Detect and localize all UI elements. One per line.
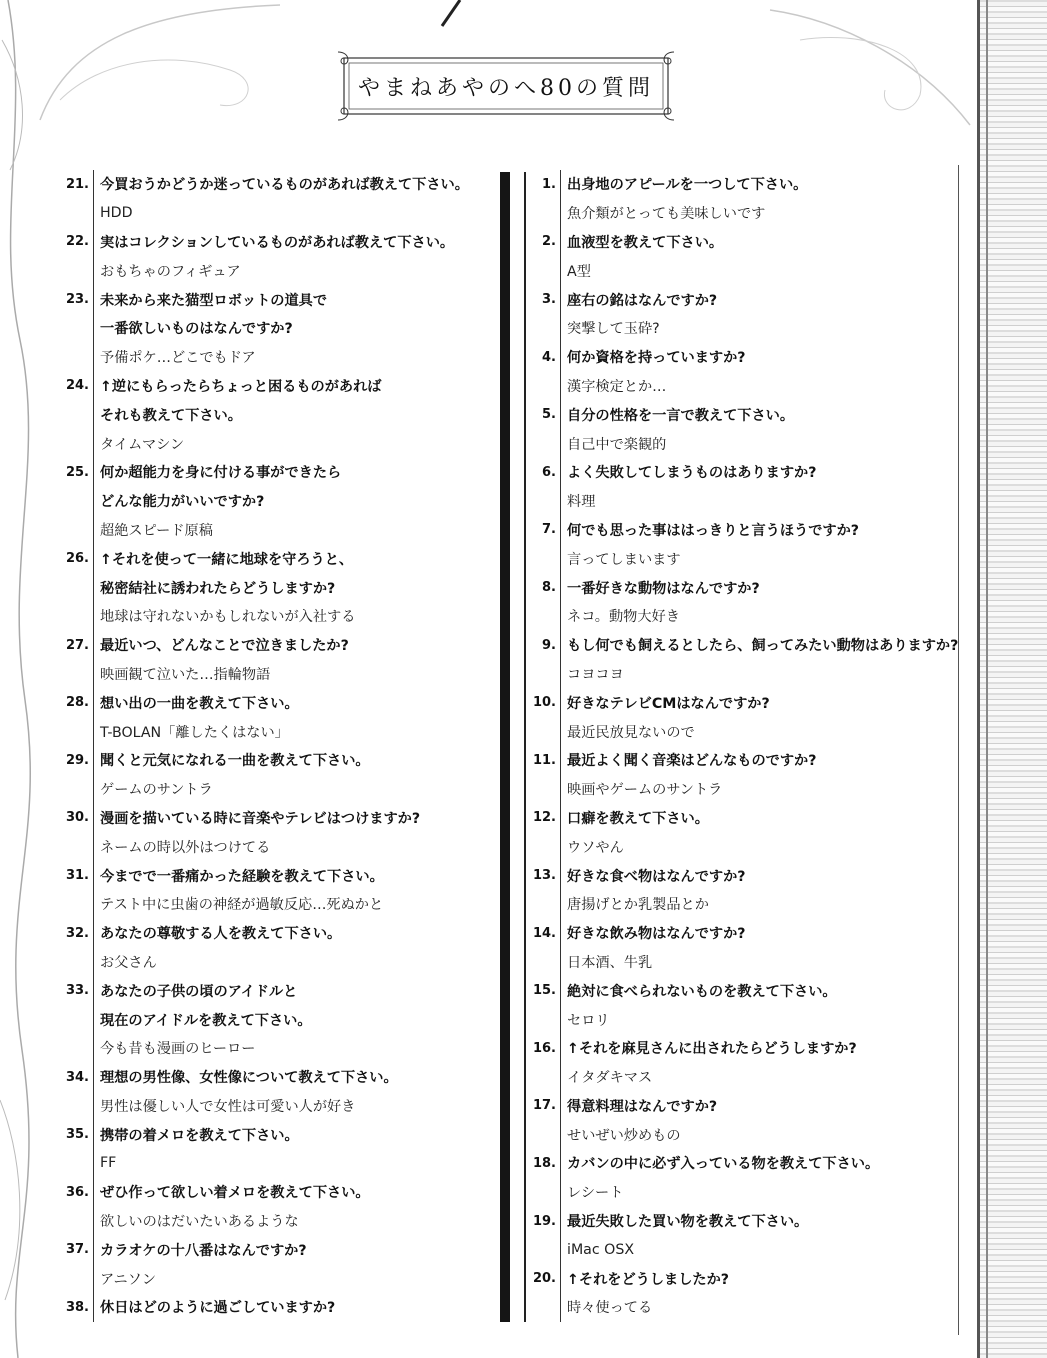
question-row bbox=[55, 688, 495, 717]
number-separator bbox=[93, 1092, 94, 1121]
number-separator bbox=[560, 516, 561, 545]
question-text: ぜひ作って欲しい着メロを教えて下さい。 bbox=[100, 1185, 370, 1202]
question-text: 血液型を教えて下さい。 bbox=[567, 234, 724, 251]
answer-row bbox=[55, 948, 495, 977]
answer-text: 料理 bbox=[567, 494, 596, 511]
question-text: ↑それを使って一緒に地球を守ろうと、 bbox=[100, 551, 354, 568]
question-number: 9. bbox=[542, 637, 556, 653]
answer-text: コヨコヨ bbox=[567, 666, 624, 683]
number-separator bbox=[93, 746, 94, 775]
question-number: 18. bbox=[532, 1155, 556, 1171]
answer-text: A型 bbox=[567, 263, 591, 280]
question-number: 29. bbox=[65, 752, 89, 768]
number-separator bbox=[560, 1178, 561, 1207]
number-separator bbox=[93, 199, 94, 228]
question-text: 座右の銘はなんですか? bbox=[567, 292, 718, 309]
number-separator bbox=[560, 1235, 561, 1264]
answer-row bbox=[530, 256, 960, 285]
question-text: 今までで一番痛かった経験を教えて下さい。 bbox=[100, 868, 384, 885]
answer-row bbox=[530, 1293, 960, 1322]
question-text: 得意料理はなんですか? bbox=[567, 1098, 718, 1115]
answer-row bbox=[530, 602, 960, 631]
answer-row bbox=[530, 890, 960, 919]
question-number: 2. bbox=[542, 234, 556, 250]
right-question-column bbox=[530, 170, 960, 1322]
number-separator bbox=[93, 948, 94, 977]
answer-text: お父さん bbox=[100, 954, 157, 971]
number-separator bbox=[93, 400, 94, 429]
answer-text: 今も昔も漫画のヒーロー bbox=[100, 1041, 256, 1058]
number-separator bbox=[560, 1207, 561, 1236]
question-row bbox=[55, 861, 495, 890]
question-number: 31. bbox=[65, 868, 89, 884]
question-number: 37. bbox=[65, 1242, 89, 1258]
number-separator bbox=[93, 1034, 94, 1063]
number-separator bbox=[560, 602, 561, 631]
question-number: 17. bbox=[532, 1098, 556, 1114]
number-separator bbox=[560, 717, 561, 746]
answer-row bbox=[55, 832, 495, 861]
question-number: 11. bbox=[532, 752, 556, 768]
number-separator bbox=[93, 1149, 94, 1178]
column-divider-bar bbox=[500, 172, 510, 1322]
number-separator bbox=[560, 1092, 561, 1121]
number-separator bbox=[93, 1178, 94, 1207]
number-separator bbox=[560, 343, 561, 372]
number-separator bbox=[93, 544, 94, 573]
question-text: 口癖を教えて下さい。 bbox=[567, 810, 709, 827]
question-row bbox=[530, 861, 960, 890]
number-separator bbox=[93, 487, 94, 516]
number-separator bbox=[93, 861, 94, 890]
number-separator bbox=[93, 1264, 94, 1293]
number-separator bbox=[93, 1293, 94, 1322]
question-row bbox=[55, 804, 495, 833]
number-separator bbox=[93, 602, 94, 631]
answer-row bbox=[530, 1005, 960, 1034]
answer-row bbox=[55, 660, 495, 689]
question-text: 出身地のアピールを一つして下さい。 bbox=[567, 177, 808, 194]
question-row bbox=[530, 516, 960, 545]
number-separator bbox=[93, 804, 94, 833]
question-text: 何か資格を持っていますか? bbox=[567, 350, 746, 367]
question-row bbox=[530, 1034, 960, 1063]
number-separator bbox=[560, 285, 561, 314]
question-text: カラオケの十八番はなんですか? bbox=[100, 1242, 307, 1259]
number-separator bbox=[560, 631, 561, 660]
question-row bbox=[530, 631, 960, 660]
question-number: 34. bbox=[65, 1069, 89, 1085]
number-separator bbox=[560, 256, 561, 285]
question-number: 22. bbox=[65, 234, 89, 250]
question-number: 32. bbox=[65, 925, 89, 941]
question-number: 20. bbox=[532, 1271, 556, 1287]
question-text: 現在のアイドルを教えて下さい。 bbox=[100, 1012, 312, 1029]
answer-row bbox=[55, 1207, 495, 1236]
answer-row bbox=[530, 717, 960, 746]
number-separator bbox=[560, 804, 561, 833]
question-row bbox=[55, 1178, 495, 1207]
answer-row bbox=[530, 314, 960, 343]
top-left-swirl-ornament bbox=[30, 0, 290, 130]
question-row bbox=[55, 1235, 495, 1264]
answer-text: 最近民放見ないので bbox=[567, 724, 695, 741]
question-text: 携帯の着メロを教えて下さい。 bbox=[100, 1127, 299, 1144]
question-number: 6. bbox=[542, 464, 556, 480]
question-number: 27. bbox=[65, 637, 89, 653]
number-separator bbox=[93, 1120, 94, 1149]
question-row bbox=[530, 1264, 960, 1293]
answer-text: セロリ bbox=[567, 1012, 610, 1029]
question-number: 10. bbox=[532, 695, 556, 711]
number-separator bbox=[93, 170, 94, 199]
question-row bbox=[55, 458, 495, 487]
answer-text: iMac OSX bbox=[567, 1241, 635, 1258]
question-row bbox=[530, 1092, 960, 1121]
number-separator bbox=[93, 631, 94, 660]
number-separator bbox=[560, 890, 561, 919]
number-separator bbox=[560, 544, 561, 573]
question-text: 最近いつ、どんなことで泣きましたか? bbox=[100, 638, 349, 655]
page-title: やまねあやのへ80の質問 bbox=[358, 75, 654, 101]
question-number: 30. bbox=[65, 810, 89, 826]
number-separator bbox=[560, 487, 561, 516]
number-separator bbox=[560, 400, 561, 429]
question-text: 最近よく聞く音楽はどんなものですか? bbox=[567, 753, 817, 770]
number-separator bbox=[93, 660, 94, 689]
question-text: 自分の性格を一言で教えて下さい。 bbox=[567, 407, 795, 424]
question-text: カバンの中に必ず入っている物を教えて下さい。 bbox=[567, 1156, 880, 1173]
question-number: 1. bbox=[542, 176, 556, 192]
answer-text: FF bbox=[100, 1155, 117, 1172]
question-number: 36. bbox=[65, 1184, 89, 1200]
answer-text: 映画観て泣いた…指輪物語 bbox=[100, 666, 271, 683]
answer-text: 予備ポケ…どこでもドア bbox=[100, 350, 256, 367]
question-text: 最近失敗した買い物を教えて下さい。 bbox=[567, 1214, 809, 1231]
question-number: 24. bbox=[65, 378, 89, 394]
question-text: ↑逆にもらったらちょっと困るものがあれば bbox=[100, 378, 382, 395]
answer-row bbox=[530, 1235, 960, 1264]
question-number: 38. bbox=[65, 1299, 89, 1315]
number-separator bbox=[93, 285, 94, 314]
number-separator bbox=[560, 660, 561, 689]
question-row bbox=[530, 170, 960, 199]
left-ornament bbox=[0, 0, 40, 1358]
question-number: 12. bbox=[532, 810, 556, 826]
number-separator bbox=[93, 1235, 94, 1264]
question-row bbox=[530, 458, 960, 487]
number-separator bbox=[93, 1207, 94, 1236]
question-row bbox=[530, 573, 960, 602]
question-row bbox=[530, 228, 960, 257]
answer-text: ゲームのサントラ bbox=[100, 782, 213, 799]
number-separator bbox=[93, 919, 94, 948]
top-right-swirl-ornament bbox=[760, 0, 980, 130]
answer-row bbox=[55, 890, 495, 919]
answer-text: 突撃して玉砕? bbox=[567, 321, 660, 338]
answer-row bbox=[530, 544, 960, 573]
answer-text: レシート bbox=[567, 1185, 624, 1202]
number-separator bbox=[560, 1120, 561, 1149]
question-row bbox=[55, 372, 495, 401]
number-separator bbox=[560, 688, 561, 717]
answer-text: おもちゃのフィギュア bbox=[100, 263, 241, 280]
question-text: 好きな飲み物はなんですか? bbox=[567, 926, 746, 943]
question-text: 想い出の一曲を教えて下さい。 bbox=[100, 695, 299, 712]
question-text: ↑それをどうしましたか? bbox=[567, 1271, 729, 1288]
answer-text: 漢字検定とか… bbox=[567, 378, 667, 395]
number-separator bbox=[560, 1005, 561, 1034]
question-number: 19. bbox=[532, 1213, 556, 1229]
answer-row bbox=[55, 1149, 495, 1178]
answer-row bbox=[55, 775, 495, 804]
number-separator bbox=[93, 775, 94, 804]
question-text: 一番好きな動物はなんですか? bbox=[567, 580, 760, 597]
number-separator bbox=[93, 458, 94, 487]
answer-row bbox=[55, 256, 495, 285]
answer-row bbox=[55, 1034, 495, 1063]
number-separator bbox=[93, 429, 94, 458]
answer-row bbox=[530, 429, 960, 458]
question-row bbox=[55, 1005, 495, 1034]
answer-text: 唐揚げとか乳製品とか bbox=[567, 897, 709, 914]
number-separator bbox=[93, 688, 94, 717]
answer-row bbox=[55, 1092, 495, 1121]
title-frame bbox=[336, 50, 676, 122]
question-text: 好きなテレビCMはなんですか? bbox=[567, 695, 770, 712]
question-text: それも教えて下さい。 bbox=[100, 407, 242, 424]
number-separator bbox=[560, 976, 561, 1005]
question-row bbox=[530, 746, 960, 775]
answer-text: 男性は優しい人で女性は可愛い人が好き bbox=[100, 1098, 356, 1115]
answer-row bbox=[55, 602, 495, 631]
answer-row bbox=[530, 199, 960, 228]
number-separator bbox=[93, 343, 94, 372]
number-separator bbox=[560, 314, 561, 343]
answer-text: 時々使ってる bbox=[567, 1300, 653, 1317]
question-text: 休日はどのように過ごしていますか? bbox=[100, 1300, 336, 1317]
answer-row bbox=[55, 199, 495, 228]
question-row bbox=[530, 919, 960, 948]
question-row bbox=[55, 1063, 495, 1092]
question-text: 一番欲しいものはなんですか? bbox=[100, 321, 293, 338]
question-text: あなたの子供の頃のアイドルと bbox=[100, 983, 298, 1000]
question-row bbox=[530, 1149, 960, 1178]
question-text: よく失敗してしまうものはありますか? bbox=[567, 465, 817, 482]
answer-text: 日本酒、牛乳 bbox=[567, 954, 653, 971]
question-text: 理想の男性像、女性像について教えて下さい。 bbox=[100, 1070, 398, 1087]
answer-text: 欲しいのはだいたいあるような bbox=[100, 1214, 299, 1231]
question-text: 何か超能力を身に付ける事ができたら bbox=[100, 465, 342, 482]
number-separator bbox=[93, 516, 94, 545]
answer-text: 魚介類がとっても美味しいです bbox=[567, 206, 766, 223]
question-row bbox=[55, 314, 495, 343]
answer-row bbox=[530, 775, 960, 804]
answer-text: アニソン bbox=[100, 1271, 157, 1288]
question-number: 5. bbox=[542, 407, 556, 423]
number-separator bbox=[93, 1063, 94, 1092]
number-separator bbox=[560, 1034, 561, 1063]
question-row bbox=[55, 976, 495, 1005]
answer-row bbox=[530, 487, 960, 516]
question-text: 絶対に食べられないものを教えて下さい。 bbox=[567, 983, 837, 1000]
question-row bbox=[530, 1207, 960, 1236]
question-row bbox=[55, 400, 495, 429]
number-separator bbox=[93, 832, 94, 861]
answer-text: タイムマシン bbox=[100, 436, 185, 453]
question-number: 28. bbox=[65, 695, 89, 711]
number-separator bbox=[560, 170, 561, 199]
question-row bbox=[55, 1293, 495, 1322]
answer-text: ウソやん bbox=[567, 839, 624, 856]
question-row bbox=[530, 343, 960, 372]
question-row bbox=[55, 487, 495, 516]
answer-text: 言ってしまいます bbox=[567, 551, 681, 568]
question-row bbox=[55, 573, 495, 602]
question-row bbox=[55, 746, 495, 775]
question-row bbox=[55, 919, 495, 948]
question-row bbox=[55, 1120, 495, 1149]
number-separator bbox=[560, 573, 561, 602]
number-separator bbox=[560, 1063, 561, 1092]
number-separator bbox=[560, 458, 561, 487]
number-separator bbox=[560, 1149, 561, 1178]
question-text: 好きな食べ物はなんですか? bbox=[567, 868, 746, 885]
question-row bbox=[55, 228, 495, 257]
question-text: どんな能力がいいですか? bbox=[100, 494, 265, 511]
question-row bbox=[530, 400, 960, 429]
answer-text: ネコ。動物大好き bbox=[567, 609, 680, 626]
answer-text: テスト中に虫歯の神経が過敏反応…死ぬかと bbox=[100, 897, 384, 914]
number-separator bbox=[560, 775, 561, 804]
question-text: ↑それを麻見さんに出されたらどうしますか? bbox=[567, 1041, 857, 1058]
number-separator bbox=[560, 919, 561, 948]
answer-row bbox=[55, 516, 495, 545]
question-row bbox=[530, 688, 960, 717]
number-separator bbox=[93, 573, 94, 602]
question-number: 4. bbox=[542, 349, 556, 365]
answer-text: HDD bbox=[100, 205, 133, 222]
answer-text: イタダキマス bbox=[567, 1070, 653, 1087]
answer-text: 自己中で楽観的 bbox=[567, 436, 667, 453]
question-number: 13. bbox=[532, 868, 556, 884]
answer-row bbox=[530, 660, 960, 689]
number-separator bbox=[560, 746, 561, 775]
answer-row bbox=[530, 1178, 960, 1207]
question-text: 秘密結社に誘われたらどうしますか? bbox=[100, 580, 336, 597]
question-text: 実はコレクションしているものがあれば教えて下さい。 bbox=[100, 234, 455, 251]
question-number: 33. bbox=[65, 983, 89, 999]
number-separator bbox=[560, 228, 561, 257]
question-text: 未来から来た猫型ロボットの道具で bbox=[100, 292, 328, 309]
answer-row bbox=[530, 948, 960, 977]
answer-row bbox=[530, 372, 960, 401]
answer-text: 超絶スピード原稿 bbox=[100, 522, 213, 539]
number-separator bbox=[560, 199, 561, 228]
question-number: 16. bbox=[532, 1040, 556, 1056]
question-number: 14. bbox=[532, 925, 556, 941]
answer-text: ネームの時以外はつけてる bbox=[100, 839, 271, 856]
answer-text: せいぜい炒めもの bbox=[567, 1127, 681, 1144]
question-row bbox=[55, 285, 495, 314]
answer-text: 映画やゲームのサントラ bbox=[567, 782, 723, 799]
question-row bbox=[530, 285, 960, 314]
column-divider-line bbox=[524, 172, 526, 1322]
answer-row bbox=[55, 717, 495, 746]
right-border-ornament bbox=[977, 0, 1047, 1358]
left-question-column bbox=[55, 170, 495, 1322]
answer-row bbox=[55, 1264, 495, 1293]
number-separator bbox=[93, 256, 94, 285]
question-number: 7. bbox=[542, 522, 556, 538]
question-text: 聞くと元気になれる一曲を教えて下さい。 bbox=[100, 753, 370, 770]
number-separator bbox=[93, 890, 94, 919]
number-separator bbox=[93, 976, 94, 1005]
number-separator bbox=[560, 429, 561, 458]
question-text: あなたの尊敬する人を教えて下さい。 bbox=[100, 926, 342, 943]
question-row bbox=[530, 976, 960, 1005]
answer-text: T-BOLAN「離したくはない」 bbox=[100, 724, 289, 741]
answer-row bbox=[55, 343, 495, 372]
answer-row bbox=[530, 1063, 960, 1092]
question-text: 漫画を描いている時に音楽やテレビはつけますか? bbox=[100, 810, 421, 827]
answer-row bbox=[530, 832, 960, 861]
number-separator bbox=[560, 948, 561, 977]
question-text: もし何でも飼えるとしたら、飼ってみたい動物はありますか? bbox=[567, 638, 959, 655]
question-text: 何でも思った事ははっきりと言うほうですか? bbox=[567, 522, 859, 539]
question-text: 今買おうかどうか迷っているものがあれば教えて下さい。 bbox=[100, 177, 469, 194]
number-separator bbox=[93, 717, 94, 746]
number-separator bbox=[93, 314, 94, 343]
question-number: 15. bbox=[532, 983, 556, 999]
number-separator bbox=[93, 372, 94, 401]
answer-text: 地球は守れないかもしれないが入社する bbox=[100, 609, 356, 626]
answer-row bbox=[530, 1120, 960, 1149]
question-number: 26. bbox=[65, 551, 89, 567]
top-pen-stroke-ornament bbox=[430, 0, 470, 30]
number-separator bbox=[560, 832, 561, 861]
question-row bbox=[530, 804, 960, 833]
number-separator bbox=[560, 372, 561, 401]
question-row bbox=[55, 170, 495, 199]
question-row bbox=[55, 544, 495, 573]
question-number: 21. bbox=[65, 176, 89, 192]
question-number: 23. bbox=[65, 292, 89, 308]
question-number: 35. bbox=[65, 1127, 89, 1143]
number-separator bbox=[560, 861, 561, 890]
number-separator bbox=[93, 1005, 94, 1034]
question-row bbox=[55, 631, 495, 660]
answer-row bbox=[55, 429, 495, 458]
question-number: 25. bbox=[65, 464, 89, 480]
question-number: 3. bbox=[542, 292, 556, 308]
number-separator bbox=[93, 228, 94, 257]
number-separator bbox=[560, 1264, 561, 1293]
question-number: 8. bbox=[542, 580, 556, 596]
number-separator bbox=[560, 1293, 561, 1322]
